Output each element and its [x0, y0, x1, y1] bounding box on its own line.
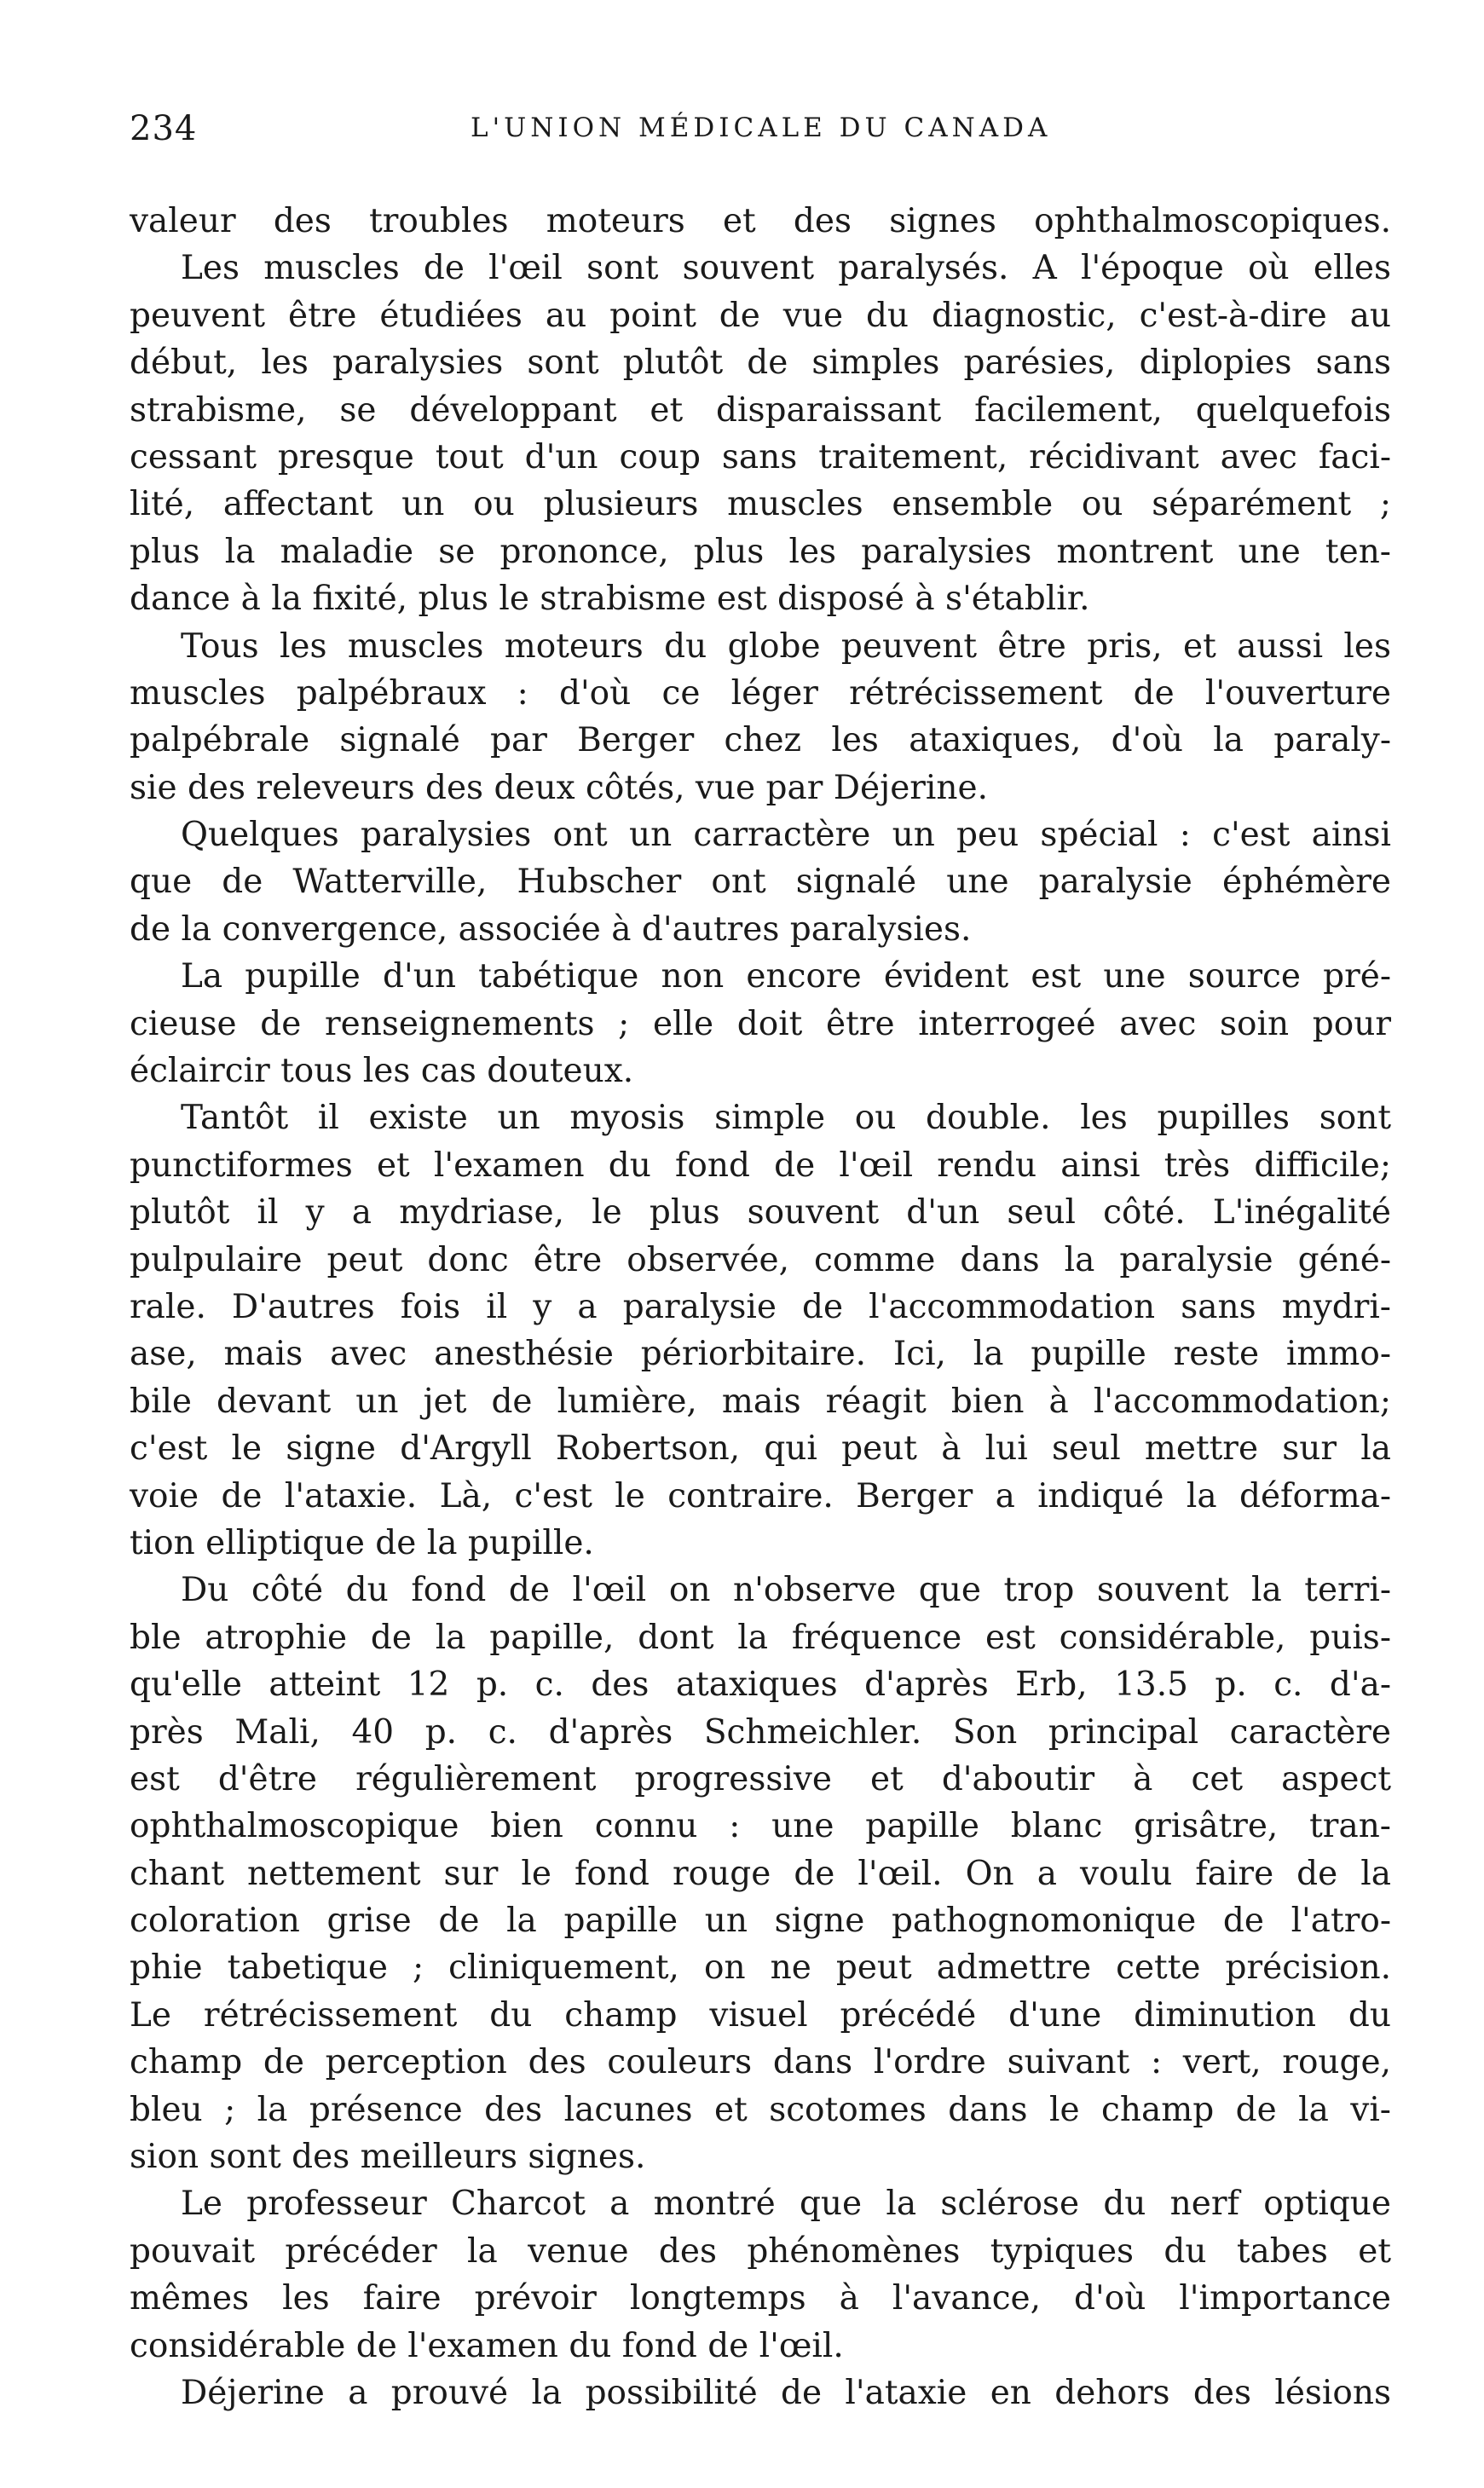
text-line: coloration grise de la papille un signe pathognomonique de l'atro- [130, 1902, 1391, 1941]
text-line: est d'être régulièrement progressive et d'aboutir à cet aspect [130, 1759, 1391, 1798]
text-line: Le professeur Charcot a montré que la sclérose du nerf optique [181, 2185, 1391, 2224]
text-line: ase, mais avec anesthésie périorbitaire. Ici, la pupille reste immo- [130, 1335, 1391, 1374]
journal-title: L'UNION MÉDICALE DU CANADA [471, 113, 1052, 143]
text-line: Quelques paralysies ont un carractère un peu spécial : c'est ainsi [181, 816, 1391, 855]
text-line: phie tabetique ; cliniquement, on ne peut admettre cette précision. [130, 1948, 1391, 1988]
text-line: dance à la fixité, plus le strabisme est disposé à s'établir. [130, 580, 1090, 619]
text-line: champ de perception des couleurs dans l'ordre suivant : vert, rouge, [130, 2043, 1391, 2082]
text-line: que de Watterville, Hubscher ont signalé une paralysie éphémère [130, 863, 1391, 902]
text-line: ble atrophie de la papille, dont la fréquence est considérable, puis- [130, 1618, 1391, 1657]
text-line: cessant presque tout d'un coup sans traitement, récidivant avec faci- [130, 437, 1391, 476]
text-line: près Mali, 40 p. c. d'après Schmeichler. Son principal caractère [130, 1712, 1391, 1752]
text-line: début, les paralysies sont plutôt de simples parésies, diplopies sans [130, 343, 1391, 383]
text-line: sion sont des meilleurs signes. [130, 2138, 646, 2177]
text-line: cieuse de renseignements ; elle doit être interrogeé avec soin pour [130, 1004, 1391, 1043]
text-line: bile devant un jet de lumière, mais réagit bien à l'accommodation; [130, 1382, 1391, 1421]
text-line: Les muscles de l'œil sont souvent paralysés. A l'époque où elles [181, 249, 1391, 288]
text-line: Tantôt il existe un myosis simple ou double. les pupilles sont [181, 1099, 1391, 1138]
text-line: lité, affectant un ou plusieurs muscles ensemble ou séparément ; [130, 485, 1391, 524]
text-line: considérable de l'examen du fond de l'œil. [130, 2326, 844, 2365]
text-line: Tous les muscles moteurs du globe peuvent être pris, et aussi les [181, 626, 1391, 666]
text-line: ophthalmoscopique bien connu : une papille blanc grisâtre, tran- [130, 1807, 1391, 1846]
text-line: strabisme, se développant et disparaissant facilement, quelquefois [130, 390, 1391, 430]
text-line: La pupille d'un tabétique non encore évident est une source pré- [181, 957, 1391, 996]
text-line: bleu ; la présence des lacunes et scotomes dans le champ de la vi- [130, 2090, 1391, 2129]
text-line: tion elliptique de la pupille. [130, 1523, 594, 1562]
text-line: voie de l'ataxie. Là, c'est le contraire. Berger a indiqué la déforma- [130, 1476, 1391, 1515]
text-line: punctiformes et l'examen du fond de l'œil rendu ainsi très difficile; [130, 1146, 1391, 1185]
text-line: plutôt il y a mydriase, le plus souvent d'un seul côté. L'inégalité [130, 1193, 1391, 1232]
page-number: 234 [130, 109, 198, 148]
text-line: palpébrale signalé par Berger chez les ataxiques, d'où la paraly- [130, 721, 1391, 760]
text-line: mêmes les faire prévoir longtemps à l'avance, d'où l'importance [130, 2279, 1391, 2318]
body-text [130, 198, 1391, 2416]
text-line: sie des releveurs des deux côtés, vue par Déjerine. [130, 768, 988, 807]
text-line: muscles palpébraux : d'où ce léger rétrécissement de l'ouverture [130, 673, 1391, 713]
text-line: rale. D'autres fois il y a paralysie de l'accommodation sans mydri- [130, 1287, 1391, 1326]
text-line: Déjerine a prouvé la possibilité de l'ataxie en dehors des lésions [181, 2373, 1391, 2412]
text-line: éclaircir tous les cas douteux. [130, 1052, 634, 1091]
running-head [130, 109, 1400, 160]
text-line: c'est le signe d'Argyll Robertson, qui peut à lui seul mettre sur la [130, 1429, 1391, 1469]
text-line: pouvait précéder la venue des phénomènes typiques du tabes et [130, 2231, 1391, 2271]
text-line: Du côté du fond de l'œil on n'observe que trop souvent la terri- [181, 1571, 1391, 1610]
text-line: pulpulaire peut donc être observée, comme dans la paralysie géné- [130, 1240, 1391, 1279]
text-line: Le rétrécissement du champ visuel précédé d'une diminution du [130, 1995, 1391, 2035]
text-line: plus la maladie se prononce, plus les paralysies montrent une ten- [130, 532, 1391, 571]
text-line: chant nettement sur le fond rouge de l'œil. On a voulu faire de la [130, 1854, 1391, 1893]
text-line: valeur des troubles moteurs et des signes ophthalmoscopiques. [130, 202, 1391, 240]
text-line: qu'elle atteint 12 p. c. des ataxiques d'après Erb, 13.5 p. c. d'a- [130, 1665, 1391, 1705]
text-line: peuvent être étudiées au point de vue du diagnostic, c'est-à-dire au [130, 296, 1391, 335]
text-line: de la convergence, associée à d'autres paralysies. [130, 909, 972, 949]
